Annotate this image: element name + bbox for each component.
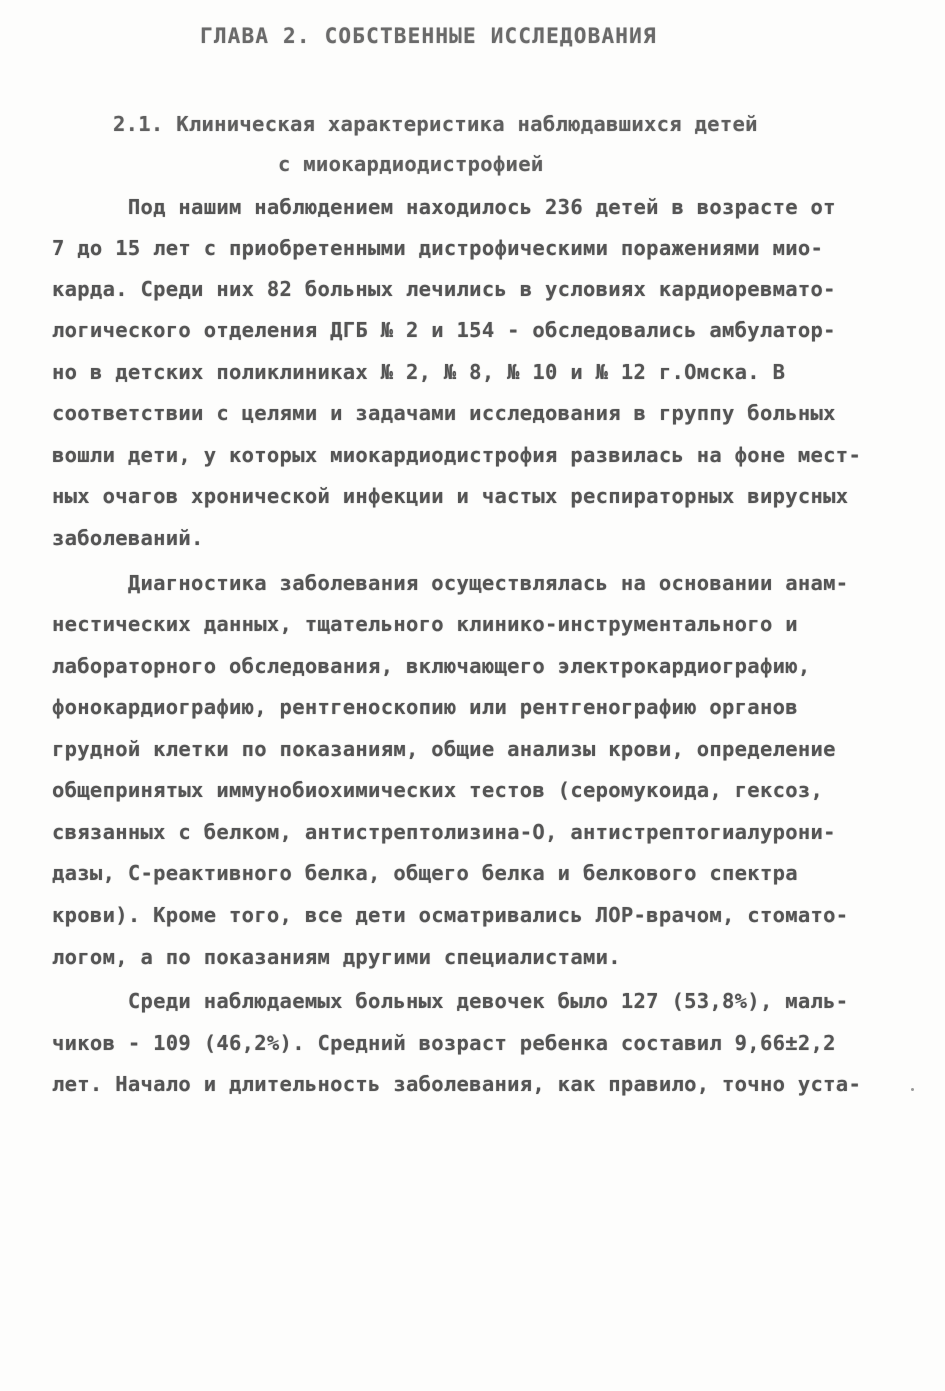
- paragraph-line: соответствии с целями и задачами исследования в группу больных: [52, 401, 836, 425]
- paragraph-line: крови). Кроме того, все дети осматривались ЛОР-врачом, стомато-: [52, 903, 849, 927]
- paragraph-line: ных очагов хронической инфекции и частых респираторных вирусных: [52, 484, 849, 508]
- paragraph-line: фонокардиографию, рентгеноскопию или рентгенографию органов: [52, 695, 798, 719]
- section-heading-line-1: 2.1. Клиническая характеристика наблюдавшихся детей: [113, 112, 758, 136]
- paragraph-line: вошли дети, у которых миокардиодистрофия развилась на фоне мест-: [52, 443, 862, 467]
- paragraph-line: карда. Среди них 82 больных лечились в условиях кардиоревмато-: [52, 277, 836, 301]
- chapter-title: ГЛАВА 2. СОБСТВЕННЫЕ ИССЛЕДОВАНИЯ: [200, 24, 657, 48]
- paragraph-line: Среди наблюдаемых больных девочек было 127 (53,8%), маль-: [52, 989, 849, 1013]
- paragraph-line: связанных с белком, антистрептолизина-О, антистрептогиалурони-: [52, 820, 836, 844]
- paragraph-line: заболеваний.: [52, 526, 204, 550]
- paragraph-line: лабораторного обследования, включающего электрокардиографию,: [52, 654, 811, 678]
- paragraph-line: грудной клетки по показаниям, общие анализы крови, определение: [52, 737, 836, 761]
- paragraph-line: логического отделения ДГБ № 2 и 154 - обследовались амбулатор-: [52, 318, 836, 342]
- paragraph-line: лет. Начало и длительность заболевания, как правило, точно уста-: [52, 1072, 862, 1096]
- paragraph-line: 7 до 15 лет с приобретенными дистрофическими поражениями мио-: [52, 236, 824, 260]
- paragraph-line: нестических данных, тщательного клинико-инструментального и: [52, 612, 798, 636]
- section-heading-line-2: с миокардиодистрофией: [278, 152, 544, 176]
- paragraph-line: Диагностика заболевания осуществлялась на основании анам-: [52, 571, 849, 595]
- stray-mark: [911, 1088, 914, 1091]
- paragraph-line: дазы, С-реактивного белка, общего белка и белкового спектра: [52, 861, 798, 885]
- paragraph-line: чиков - 109 (46,2%). Средний возраст ребенка составил 9,66±2,2: [52, 1031, 836, 1055]
- paragraph-line: но в детских поликлиниках № 2, № 8, № 10 и № 12 г.Омска. В: [52, 360, 786, 384]
- paragraph-line: Под нашим наблюдением находилось 236 детей в возрасте от: [52, 195, 836, 219]
- paragraph-line: общепринятых иммунобиохимических тестов (серомукоида, гексоз,: [52, 778, 824, 802]
- paragraph-line: логом, а по показаниям другими специалистами.: [52, 945, 621, 969]
